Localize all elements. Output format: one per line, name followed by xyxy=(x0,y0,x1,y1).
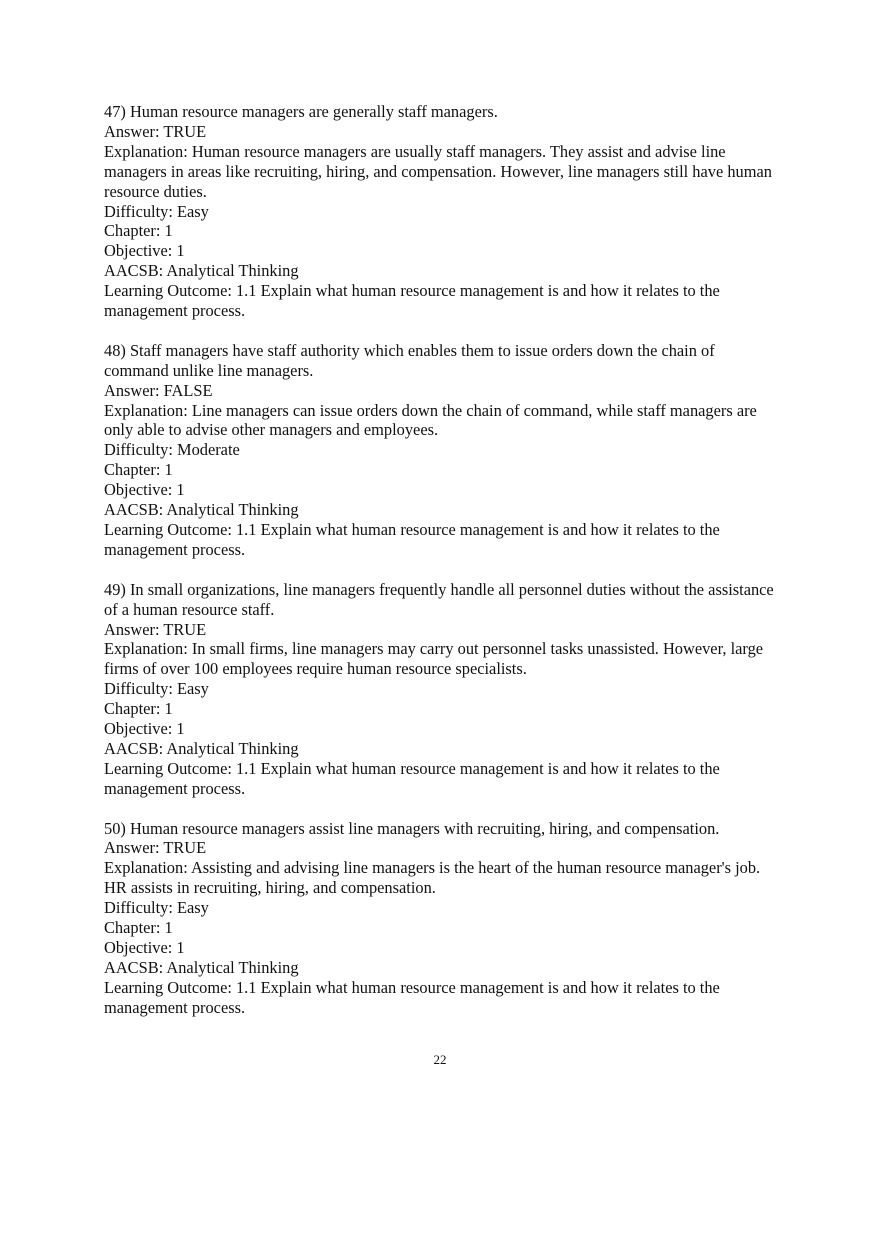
chapter-line: Chapter: 1 xyxy=(104,918,173,938)
aacsb-line: AACSB: Analytical Thinking xyxy=(104,957,299,977)
objective-line: Objective: 1 xyxy=(104,938,185,958)
document-body xyxy=(104,102,780,1038)
question-47 xyxy=(104,102,780,321)
learning-outcome-text: Learning Outcome: 1.1 Explain what human resource management is and how it relates to the management process. xyxy=(104,520,720,559)
answer-line: Answer: TRUE xyxy=(104,619,207,639)
question-stem: 50) Human resource managers assist line managers with recruiting, hiring, and compensation. xyxy=(104,818,720,838)
objective-line: Objective: 1 xyxy=(104,241,185,261)
difficulty-line: Difficulty: Easy xyxy=(104,898,209,918)
explanation-text: Explanation: Assisting and advising line managers is the heart of the human resource manager's job. HR assists in recruiting, hiring, and compensation. xyxy=(104,858,761,898)
question-49 xyxy=(104,580,780,799)
difficulty-line: Difficulty: Easy xyxy=(104,679,209,699)
question-stem: 48) Staff managers have staff authority which enables them to issue orders down the chain of command unlike line managers. xyxy=(104,340,715,380)
learning-outcome-text: Learning Outcome: 1.1 Explain what human resource management is and how it relates to the management process. xyxy=(104,977,720,1017)
question-48 xyxy=(104,341,780,560)
explanation-text: Explanation: Human resource managers are usually staff managers. They assist and advise line managers in areas like recruiting, hiring, and compensation. However, line managers still have human resource duties. xyxy=(104,141,772,201)
learning-outcome-text: Learning Outcome: 1.1 Explain what human resource management is and how it relates to the management process. xyxy=(104,758,720,798)
chapter-line: Chapter: 1 xyxy=(104,699,173,719)
question-50 xyxy=(104,819,780,1018)
chapter-line: Chapter: 1 xyxy=(104,221,173,241)
question-stem: 47) Human resource managers are generally staff managers. xyxy=(104,102,498,121)
aacsb-line: AACSB: Analytical Thinking xyxy=(104,738,299,758)
difficulty-line: Difficulty: Easy xyxy=(104,201,209,221)
explanation-text: Explanation: In small firms, line managers may carry out personnel tasks unassisted. However, large firms of over 100 employees require human resource specialists. xyxy=(104,639,764,679)
difficulty-line: Difficulty: Moderate xyxy=(104,440,240,460)
objective-line: Objective: 1 xyxy=(104,719,185,739)
answer-line: Answer: TRUE xyxy=(104,121,207,141)
answer-line: Answer: FALSE xyxy=(104,380,213,400)
aacsb-line: AACSB: Analytical Thinking xyxy=(104,500,299,520)
explanation-text: Explanation: Line managers can issue orders down the chain of command, while staff managers are only able to advise other managers and employees. xyxy=(104,400,757,440)
aacsb-line: AACSB: Analytical Thinking xyxy=(104,261,299,281)
objective-line: Objective: 1 xyxy=(104,480,185,500)
answer-line: Answer: TRUE xyxy=(104,838,207,858)
question-stem: 49) In small organizations, line managers frequently handle all personnel duties without the assistance of a human resource staff. xyxy=(104,579,774,619)
learning-outcome-text: Learning Outcome: 1.1 Explain what human resource management is and how it relates to the management process. xyxy=(104,281,720,321)
chapter-line: Chapter: 1 xyxy=(104,460,173,480)
page-number: 22 xyxy=(433,1052,447,1067)
